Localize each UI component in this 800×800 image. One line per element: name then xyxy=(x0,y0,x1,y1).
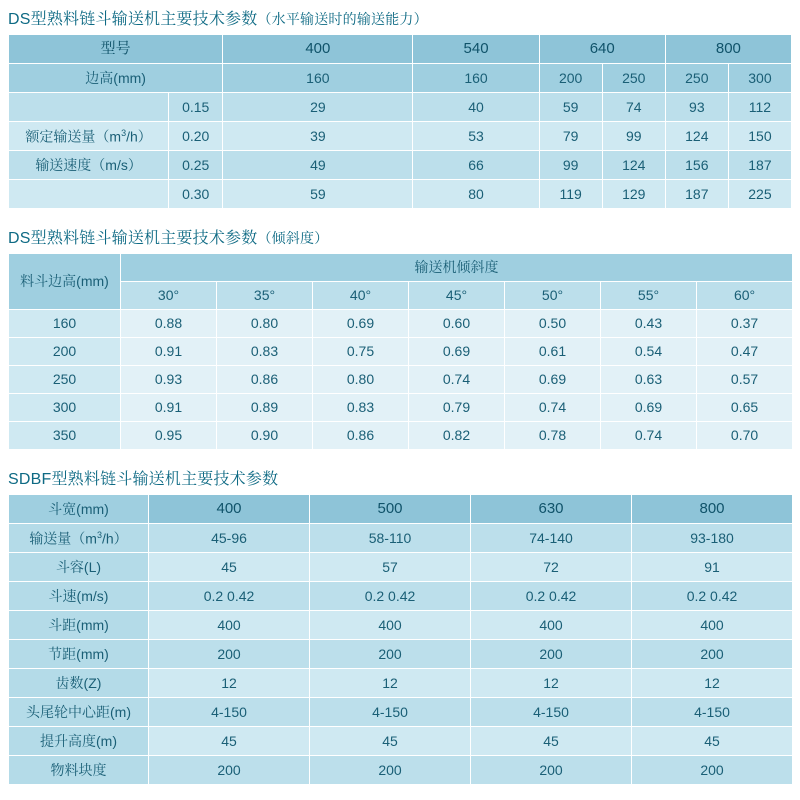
bucket-speed-630: 0.2 0.42 xyxy=(471,582,632,611)
coef-250-40: 0.80 xyxy=(313,366,409,394)
param-label-bucket-width: 斗宽(mm) xyxy=(9,495,149,524)
coef-250-35: 0.86 xyxy=(217,366,313,394)
coef-300-40: 0.83 xyxy=(313,394,409,422)
cap-800b-025: 187 xyxy=(728,151,791,180)
table-row xyxy=(9,553,793,582)
coef-350-55: 0.74 xyxy=(601,422,697,450)
conveying-speed-label: 输送速度（m/s） xyxy=(9,151,169,180)
teeth-500: 12 xyxy=(310,669,471,698)
bucket-speed-500: 0.2 0.42 xyxy=(310,582,471,611)
edge-height-400: 160 xyxy=(223,64,413,93)
table-row xyxy=(9,282,793,310)
section-1-title xyxy=(0,0,800,34)
hopper-height-350: 350 xyxy=(9,422,121,450)
cap-800b-015: 112 xyxy=(728,93,791,122)
param-label-capacity: 输送量$(m^3/h)$ xyxy=(9,524,149,553)
coef-350-50: 0.78 xyxy=(505,422,601,450)
table-row xyxy=(9,524,793,553)
bucket-speed-800: 0.2 0.42 xyxy=(632,582,793,611)
cap-800a-020: 124 xyxy=(665,122,728,151)
table-row xyxy=(9,366,793,394)
coef-200-50: 0.61 xyxy=(505,338,601,366)
bucket-pitch-500: 400 xyxy=(310,611,471,640)
capacity-630: 74-140 xyxy=(471,524,632,553)
table-ds-horizontal-capacity xyxy=(8,34,792,209)
coef-200-55: 0.54 xyxy=(601,338,697,366)
section-2-title-sub: （倾斜度） xyxy=(257,230,329,246)
chain-pitch-400: 200 xyxy=(149,640,310,669)
cap-640b-030: 129 xyxy=(602,180,665,209)
bucket-width-800: 800 xyxy=(632,495,793,524)
coef-350-30: 0.95 xyxy=(121,422,217,450)
material-size-800: 200 xyxy=(632,756,793,785)
angle-40: 40° xyxy=(313,282,409,310)
cap-400-020: 39 xyxy=(223,122,413,151)
section-2-title-main: DS型熟料链斗输送机主要技术参数 xyxy=(8,230,258,247)
rated-capacity-label: 额定输送量$(m^3/h)$ xyxy=(9,122,169,151)
table-row xyxy=(9,338,793,366)
bucket-width-630: 630 xyxy=(471,495,632,524)
angle-45: 45° xyxy=(409,282,505,310)
table-row xyxy=(9,64,792,93)
speed-025: 0.25 xyxy=(169,151,223,180)
coef-250-55: 0.63 xyxy=(601,366,697,394)
edge-height-800-b: 300 xyxy=(728,64,791,93)
coef-200-60: 0.47 xyxy=(697,338,793,366)
chain-pitch-630: 200 xyxy=(471,640,632,669)
cap-640a-030: 119 xyxy=(539,180,602,209)
edge-height-640-b: 250 xyxy=(602,64,665,93)
cap-640a-025: 99 xyxy=(539,151,602,180)
bucket-pitch-400: 400 xyxy=(149,611,310,640)
coef-160-50: 0.50 xyxy=(505,310,601,338)
table-row xyxy=(9,93,792,122)
bucket-width-400: 400 xyxy=(149,495,310,524)
bucket-volume-800: 91 xyxy=(632,553,793,582)
coef-250-60: 0.57 xyxy=(697,366,793,394)
coef-300-30: 0.91 xyxy=(121,394,217,422)
center-distance-500: 4-150 xyxy=(310,698,471,727)
table-row xyxy=(9,254,793,282)
speed-020: 0.20 xyxy=(169,122,223,151)
angle-35: 35° xyxy=(217,282,313,310)
coef-160-40: 0.69 xyxy=(313,310,409,338)
capacity-500: 58-110 xyxy=(310,524,471,553)
section-1-title-main: DS型熟料链斗输送机主要技术参数 xyxy=(8,11,258,28)
hopper-height-200: 200 xyxy=(9,338,121,366)
coef-350-45: 0.82 xyxy=(409,422,505,450)
spacer-2 xyxy=(0,450,800,460)
angle-60: 60° xyxy=(697,282,793,310)
edge-height-540: 160 xyxy=(413,64,539,93)
table-row xyxy=(9,756,793,785)
table-row xyxy=(9,582,793,611)
coef-300-35: 0.89 xyxy=(217,394,313,422)
bucket-width-500: 500 xyxy=(310,495,471,524)
table-row xyxy=(9,495,793,524)
coef-160-35: 0.80 xyxy=(217,310,313,338)
center-distance-800: 4-150 xyxy=(632,698,793,727)
section-1-title-sub: （水平输送时的输送能力） xyxy=(257,11,428,27)
incline-group-header: 输送机倾斜度 xyxy=(121,254,793,282)
table-row xyxy=(9,727,793,756)
coef-200-40: 0.75 xyxy=(313,338,409,366)
model-640: 640 xyxy=(539,35,665,64)
cap-540-015: 40 xyxy=(413,93,539,122)
center-distance-400: 4-150 xyxy=(149,698,310,727)
table-row xyxy=(9,611,793,640)
coef-200-35: 0.83 xyxy=(217,338,313,366)
coef-350-60: 0.70 xyxy=(697,422,793,450)
coef-200-45: 0.69 xyxy=(409,338,505,366)
coef-300-55: 0.69 xyxy=(601,394,697,422)
teeth-630: 12 xyxy=(471,669,632,698)
cap-540-020: 53 xyxy=(413,122,539,151)
cap-640b-025: 124 xyxy=(602,151,665,180)
material-size-400: 200 xyxy=(149,756,310,785)
model-800: 800 xyxy=(665,35,791,64)
cap-800b-030: 225 xyxy=(728,180,791,209)
coef-160-60: 0.37 xyxy=(697,310,793,338)
edge-height-640-a: 200 xyxy=(539,64,602,93)
param-label-bucket-speed: 斗速(m/s) xyxy=(9,582,149,611)
table-ds-incline xyxy=(8,253,793,450)
edge-height-label: 边高(mm) xyxy=(9,64,223,93)
table-row xyxy=(9,422,793,450)
spacer-1 xyxy=(0,209,800,219)
cap-540-025: 66 xyxy=(413,151,539,180)
section-2-title xyxy=(0,219,800,253)
angle-30: 30° xyxy=(121,282,217,310)
table-row xyxy=(9,669,793,698)
coef-160-30: 0.88 xyxy=(121,310,217,338)
center-distance-630: 4-150 xyxy=(471,698,632,727)
chain-pitch-500: 200 xyxy=(310,640,471,669)
table-row xyxy=(9,151,792,180)
angle-50: 50° xyxy=(505,282,601,310)
cap-640a-020: 79 xyxy=(539,122,602,151)
speed-030: 0.30 xyxy=(169,180,223,209)
lift-height-630: 45 xyxy=(471,727,632,756)
model-540: 540 xyxy=(413,35,539,64)
coef-200-30: 0.91 xyxy=(121,338,217,366)
cap-400-025: 49 xyxy=(223,151,413,180)
hopper-height-250: 250 xyxy=(9,366,121,394)
hopper-edge-height-label: 料斗边高(mm) xyxy=(9,254,121,310)
table-row xyxy=(9,698,793,727)
cap-540-030: 80 xyxy=(413,180,539,209)
section-3-title xyxy=(0,460,800,494)
lift-height-400: 45 xyxy=(149,727,310,756)
material-size-500: 200 xyxy=(310,756,471,785)
table-row xyxy=(9,180,792,209)
coef-160-55: 0.43 xyxy=(601,310,697,338)
coef-250-50: 0.69 xyxy=(505,366,601,394)
table-row xyxy=(9,640,793,669)
coef-300-50: 0.74 xyxy=(505,394,601,422)
param-label-center-distance: 头尾轮中心距(m) xyxy=(9,698,149,727)
param-label-lift-height: 提升高度(m) xyxy=(9,727,149,756)
lift-height-800: 45 xyxy=(632,727,793,756)
capacity-400: 45-96 xyxy=(149,524,310,553)
param-label-material-size: 物料块度 xyxy=(9,756,149,785)
section-3-title-main: SDBF型熟料链斗输送机主要技术参数 xyxy=(8,471,279,488)
coef-300-45: 0.79 xyxy=(409,394,505,422)
speed-015: 0.15 xyxy=(169,93,223,122)
table-sdbf-params xyxy=(8,494,793,785)
table-row xyxy=(9,35,792,64)
cap-640a-015: 59 xyxy=(539,93,602,122)
row-label-blank-2 xyxy=(9,180,169,209)
cap-640b-020: 99 xyxy=(602,122,665,151)
row-label-blank xyxy=(9,93,169,122)
param-label-teeth: 齿数(Z) xyxy=(9,669,149,698)
lift-height-500: 45 xyxy=(310,727,471,756)
table-row xyxy=(9,394,793,422)
angle-55: 55° xyxy=(601,282,697,310)
edge-height-800-a: 250 xyxy=(665,64,728,93)
cap-400-030: 59 xyxy=(223,180,413,209)
bucket-pitch-800: 400 xyxy=(632,611,793,640)
hopper-height-160: 160 xyxy=(9,310,121,338)
coef-300-60: 0.65 xyxy=(697,394,793,422)
coef-250-45: 0.74 xyxy=(409,366,505,394)
cap-800b-020: 150 xyxy=(728,122,791,151)
chain-pitch-800: 200 xyxy=(632,640,793,669)
teeth-400: 12 xyxy=(149,669,310,698)
cap-640b-015: 74 xyxy=(602,93,665,122)
coef-160-45: 0.60 xyxy=(409,310,505,338)
param-label-bucket-pitch: 斗距(mm) xyxy=(9,611,149,640)
teeth-800: 12 xyxy=(632,669,793,698)
model-label: 型号 xyxy=(9,35,223,64)
coef-350-35: 0.90 xyxy=(217,422,313,450)
bucket-speed-400: 0.2 0.42 xyxy=(149,582,310,611)
bucket-volume-630: 72 xyxy=(471,553,632,582)
coef-250-30: 0.93 xyxy=(121,366,217,394)
cap-400-015: 29 xyxy=(223,93,413,122)
hopper-height-300: 300 xyxy=(9,394,121,422)
material-size-630: 200 xyxy=(471,756,632,785)
coef-350-40: 0.86 xyxy=(313,422,409,450)
model-400: 400 xyxy=(223,35,413,64)
cap-800a-015: 93 xyxy=(665,93,728,122)
capacity-800: 93-180 xyxy=(632,524,793,553)
bucket-volume-500: 57 xyxy=(310,553,471,582)
bucket-volume-400: 45 xyxy=(149,553,310,582)
param-label-chain-pitch: 节距(mm) xyxy=(9,640,149,669)
table-row xyxy=(9,310,793,338)
cap-800a-030: 187 xyxy=(665,180,728,209)
bucket-pitch-630: 400 xyxy=(471,611,632,640)
cap-800a-025: 156 xyxy=(665,151,728,180)
param-label-bucket-volume: 斗容(L) xyxy=(9,553,149,582)
table-row xyxy=(9,122,792,151)
